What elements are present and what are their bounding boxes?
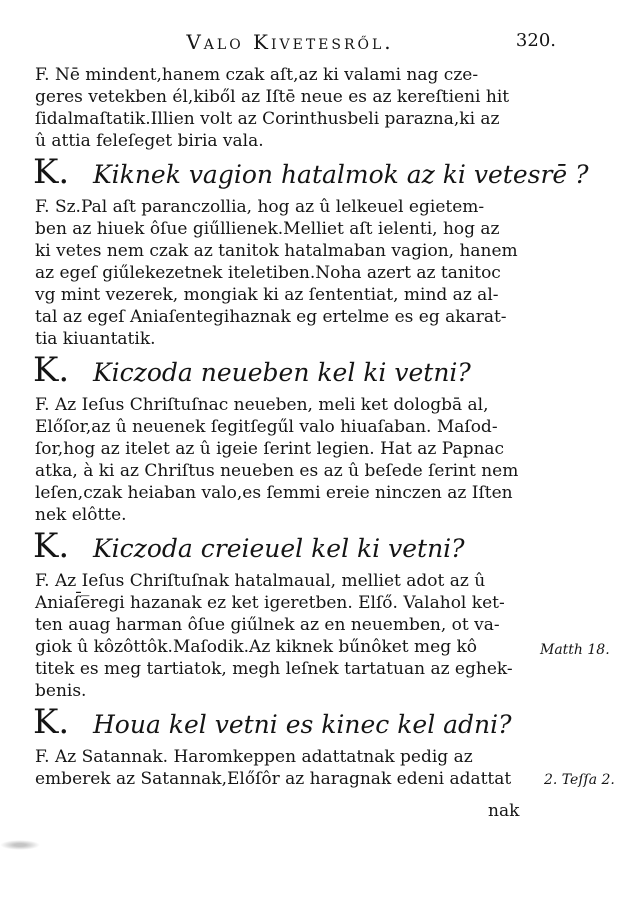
catchword: nak [488, 801, 520, 821]
page-number: 320. [515, 30, 556, 51]
text-line: geres vetekben él,kiből az Iſtē neue es az kereſtieni hit [35, 87, 510, 107]
question-marker: K. [33, 702, 70, 742]
text-line: ſor,hog az itelet az û igeie ſerint legien. Hat az Papnac [35, 439, 505, 459]
text-line: nek elôtte. [35, 505, 127, 525]
question-marker: K. [33, 526, 70, 566]
question-text: Kiczoda neueben kel ki vetni? [93, 358, 471, 387]
question-heading [33, 152, 589, 192]
text-line: ben az hiuek ôſue giűllienek.Melliet aſt ielenti, hog az [35, 219, 500, 239]
question-text: Kiknek vagion hatalmok az ki vetesrē ? [93, 160, 589, 189]
question-heading [33, 350, 553, 390]
text-line: ten auag harman ôſue giűlnek az en neuemben, ot va- [35, 615, 500, 635]
text-line: F. Az Ieſus Chriſtuſnac neueben, meli ket dologbā al, [35, 395, 489, 415]
question-heading [33, 702, 553, 742]
text-line: giok û kôzôttôk.Maſodik.Az kiknek bűnôket meg kô [35, 637, 478, 657]
text-line: leſen,czak heiaban valo,es ſemmi ereie ninczen az Iſten [35, 483, 513, 503]
text-line: emberek az Satannak,Előſôr az haragnak edeni adattat [35, 769, 512, 789]
question-heading [33, 526, 553, 566]
question-marker: K. [33, 350, 70, 390]
text-line: ſidalmaſtatik.Illien volt az Corinthusbeli parazna,ki az [35, 109, 500, 129]
text-line: F. Sz.Pal aſt paranczollia, hog az û lelkeuel egietem- [35, 197, 485, 217]
ink-smudge [0, 840, 40, 850]
text-line: az egeſ giűlekezetnek iteletiben.Noha azert az tanitoc [35, 263, 501, 283]
text-line: F. Nē mindent,hanem czak aſt,az ki valami nag cze- [35, 65, 479, 85]
text-line: Előſor,az û neuenek ſegitſegűl valo hiuaſaban. Maſod- [35, 417, 498, 437]
text-line: atka, à ki az Chriſtus neueben es az û beſede ſerint nem [35, 461, 519, 481]
text-line: F. Az Ieſus Chriſtuſnak hatalmaual, melliet adot az û [35, 571, 486, 591]
text-line: benis. [35, 681, 87, 701]
marginal-note-matthew: Matth 18. [540, 642, 610, 658]
text-line: F. Az Satannak. Haromkeppen adattatnak pedig az [35, 747, 473, 767]
question-marker: K. [33, 152, 70, 192]
text-line: tia kiuantatik. [35, 329, 156, 349]
text-line: Aniaſ̄e̅regi hazanak ez ket igeretben. Elſő. Valahol ket- [35, 593, 505, 613]
text-line: titek es meg tartiatok, megh leſnek tartatuan az eghek- [35, 659, 513, 679]
text-line: ki vetes nem czak az tanitok hatalmaban vagion, hanem [35, 241, 518, 261]
marginal-note-thessalonians: 2. Teſſa 2. [544, 772, 615, 788]
question-text: Kiczoda creieuel kel ki vetni? [93, 534, 465, 563]
text-line: vg mint vezerek, mongiak ki az ſententiat, mind az al- [35, 285, 499, 305]
text-line: tal az egeſ Aniaſentegihaznak eg ertelme es eg akarat- [35, 307, 507, 327]
text-line: û attia feleſeget biria vala. [35, 131, 264, 151]
question-text: Houa kel vetni es kinec kel adni? [93, 710, 512, 739]
running-header: Valo Kivetesről. [186, 30, 394, 54]
